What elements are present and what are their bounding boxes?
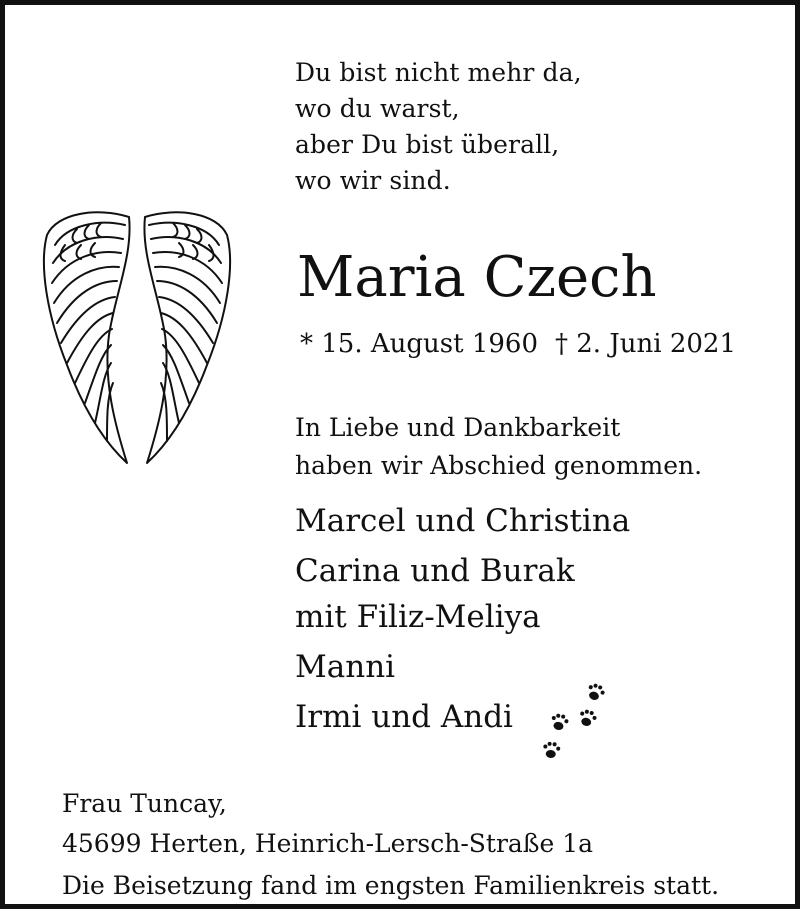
memorial-poem: [295, 55, 582, 199]
mourner-entry: Marcel und Christina: [295, 503, 631, 539]
poem-line: aber Du bist überall,: [295, 130, 560, 159]
burial-note: Die Beisetzung fand im engsten Familienkreis statt.: [62, 871, 720, 900]
mourner-entry: Manni: [295, 649, 396, 685]
contact-address: 45699 Herten, Heinrich-Lersch-Straße 1a: [62, 829, 594, 858]
angel-wings-icon: [37, 205, 237, 470]
mourner-entry: mit Filiz-Meliya: [295, 599, 541, 635]
paw-prints-icon: [535, 677, 615, 767]
death-date: † 2. Juni 2021: [555, 329, 736, 359]
farewell-text: [295, 409, 702, 485]
poem-line: Du bist nicht mehr da,: [295, 58, 582, 87]
poem-line: wo wir sind.: [295, 166, 451, 195]
farewell-line: haben wir Abschied genommen.: [295, 451, 703, 480]
mourner-entry: Carina und Burak: [295, 553, 575, 589]
contact-name: Frau Tuncay,: [62, 789, 227, 818]
deceased-name: Maria Czech: [297, 245, 657, 310]
birth-date: * 15. August 1960: [300, 329, 539, 359]
farewell-line: In Liebe und Dankbarkeit: [295, 413, 621, 442]
mourner-entry: Irmi und Andi: [295, 699, 513, 735]
poem-line: wo du warst,: [295, 94, 460, 123]
footer-info: [62, 784, 719, 906]
